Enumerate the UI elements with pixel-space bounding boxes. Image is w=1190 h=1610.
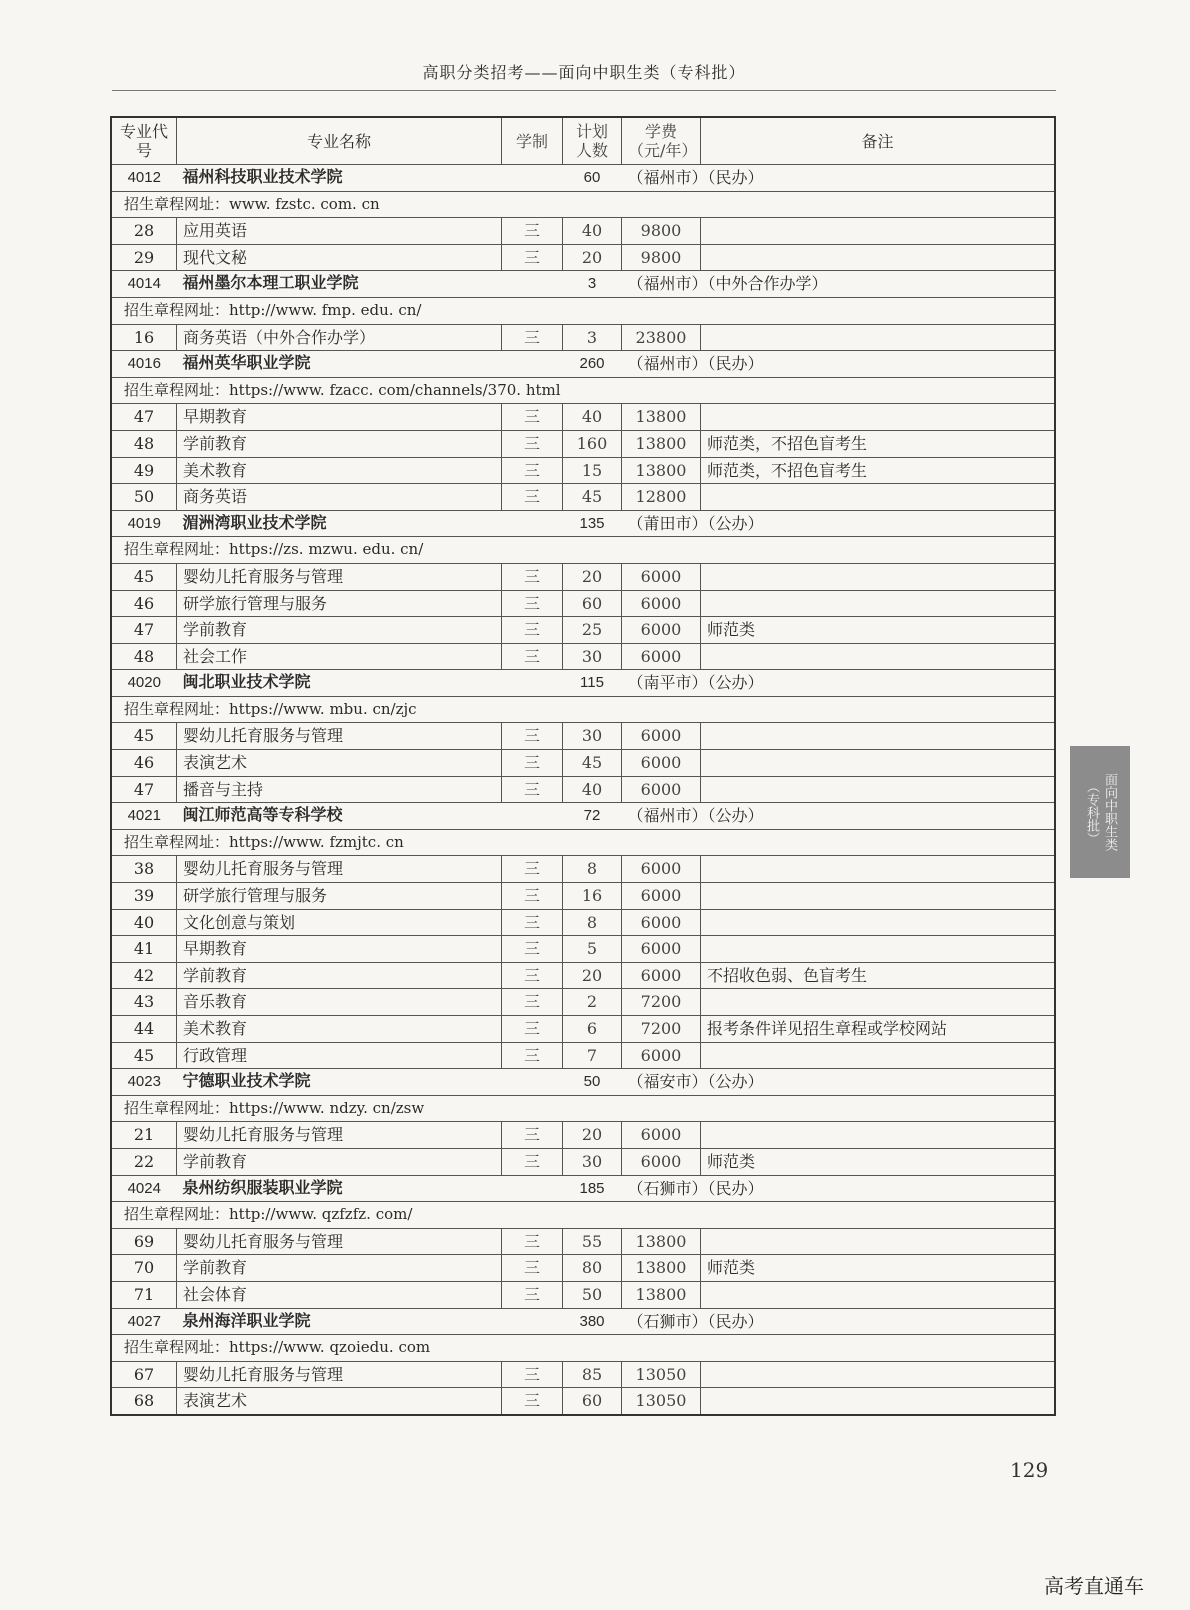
- major-fee: 6000: [622, 856, 701, 883]
- school-url: 招生章程网址：https://www. mbu. cn/zjc: [111, 696, 1055, 723]
- school-row: [111, 271, 1055, 298]
- major-name: 表演艺术: [177, 1388, 502, 1415]
- major-plan: 2: [563, 989, 622, 1016]
- watermark-text: 高考直通车: [1044, 1574, 1144, 1598]
- major-name: 文化创意与策划: [177, 909, 502, 936]
- major-system: 三: [502, 1281, 563, 1308]
- major-system: 三: [502, 430, 563, 457]
- major-note: [701, 404, 1056, 431]
- major-name: 商务英语（中外合作办学）: [177, 324, 502, 351]
- major-system: 三: [502, 776, 563, 803]
- major-row: [111, 430, 1055, 457]
- major-name: 社会体育: [177, 1281, 502, 1308]
- school-plan: 115: [563, 670, 622, 697]
- table-body: [111, 165, 1055, 1415]
- major-note: 师范类: [701, 1148, 1056, 1175]
- major-name: 现代文秘: [177, 244, 502, 271]
- major-system: 三: [502, 1388, 563, 1415]
- major-system: 三: [502, 457, 563, 484]
- major-system: 三: [502, 244, 563, 271]
- major-plan: 20: [563, 563, 622, 590]
- school-name: 泉州纺织服装职业学院: [177, 1175, 563, 1202]
- major-code: 21: [111, 1122, 177, 1149]
- major-system: 三: [502, 1122, 563, 1149]
- major-plan: 60: [563, 590, 622, 617]
- major-plan: 30: [563, 723, 622, 750]
- major-plan: 5: [563, 936, 622, 963]
- major-name: 学前教育: [177, 617, 502, 644]
- major-system: 三: [502, 404, 563, 431]
- major-code: 67: [111, 1361, 177, 1388]
- major-name: 行政管理: [177, 1042, 502, 1069]
- school-name: 福州墨尔本理工职业学院: [177, 271, 563, 298]
- major-name: 婴幼儿托育服务与管理: [177, 563, 502, 590]
- major-fee: 7200: [622, 1016, 701, 1043]
- school-row: [111, 670, 1055, 697]
- major-plan: 40: [563, 218, 622, 245]
- school-url-row: [111, 377, 1055, 404]
- major-note: [701, 1042, 1056, 1069]
- major-fee: 7200: [622, 989, 701, 1016]
- major-code: 48: [111, 643, 177, 670]
- major-system: 三: [502, 1148, 563, 1175]
- major-fee: 6000: [622, 643, 701, 670]
- school-plan: 185: [563, 1175, 622, 1202]
- school-name: 闽北职业技术学院: [177, 670, 563, 697]
- school-url-row: [111, 537, 1055, 564]
- school-row: [111, 1069, 1055, 1096]
- school-url: 招生章程网址：https://zs. mzwu. edu. cn/: [111, 537, 1055, 564]
- school-row: [111, 351, 1055, 378]
- major-row: [111, 1122, 1055, 1149]
- major-row: [111, 723, 1055, 750]
- header-note: 备注: [701, 117, 1056, 165]
- major-system: 三: [502, 989, 563, 1016]
- school-url-row: [111, 829, 1055, 856]
- major-note: [701, 1361, 1056, 1388]
- school-plan: 380: [563, 1308, 622, 1335]
- major-code: 40: [111, 909, 177, 936]
- major-note: [701, 936, 1056, 963]
- major-code: 48: [111, 430, 177, 457]
- major-row: [111, 1042, 1055, 1069]
- major-row: [111, 1281, 1055, 1308]
- major-name: 学前教育: [177, 1148, 502, 1175]
- school-info: （石狮市）（民办）: [622, 1308, 1056, 1335]
- school-info: （福州市）（中外合作办学）: [622, 271, 1056, 298]
- major-code: 49: [111, 457, 177, 484]
- school-url-row: [111, 191, 1055, 218]
- admission-table: [110, 116, 1056, 1416]
- major-plan: 40: [563, 404, 622, 431]
- school-plan: 60: [563, 165, 622, 192]
- major-name: 婴幼儿托育服务与管理: [177, 1228, 502, 1255]
- major-code: 45: [111, 563, 177, 590]
- major-name: 婴幼儿托育服务与管理: [177, 723, 502, 750]
- major-plan: 55: [563, 1228, 622, 1255]
- major-code: 50: [111, 484, 177, 511]
- major-name: 早期教育: [177, 936, 502, 963]
- major-plan: 50: [563, 1281, 622, 1308]
- school-code: 4012: [111, 165, 177, 192]
- school-url-row: [111, 297, 1055, 324]
- major-fee: 6000: [622, 883, 701, 910]
- major-fee: 9800: [622, 218, 701, 245]
- school-url-row: [111, 1202, 1055, 1229]
- major-code: 29: [111, 244, 177, 271]
- major-row: [111, 1228, 1055, 1255]
- major-system: 三: [502, 962, 563, 989]
- major-name: 播音与主持: [177, 776, 502, 803]
- school-name: 闽江师范高等专科学校: [177, 803, 563, 830]
- school-url-row: [111, 1095, 1055, 1122]
- header-plan: 计划人数: [563, 117, 622, 165]
- school-row: [111, 1175, 1055, 1202]
- major-code: 69: [111, 1228, 177, 1255]
- side-tab-line2: （专科批）: [1084, 779, 1099, 845]
- header-name: 专业名称: [177, 117, 502, 165]
- major-code: 43: [111, 989, 177, 1016]
- major-plan: 45: [563, 750, 622, 777]
- major-name: 学前教育: [177, 962, 502, 989]
- major-plan: 25: [563, 617, 622, 644]
- major-fee: 6000: [622, 909, 701, 936]
- major-plan: 6: [563, 1016, 622, 1043]
- school-info: （福安市）（公办）: [622, 1069, 1056, 1096]
- school-plan: 72: [563, 803, 622, 830]
- school-code: 4019: [111, 510, 177, 537]
- major-system: 三: [502, 643, 563, 670]
- school-code: 4023: [111, 1069, 177, 1096]
- school-code: 4021: [111, 803, 177, 830]
- major-row: [111, 244, 1055, 271]
- major-fee: 6000: [622, 776, 701, 803]
- major-code: 39: [111, 883, 177, 910]
- school-code: 4024: [111, 1175, 177, 1202]
- major-name: 美术教育: [177, 1016, 502, 1043]
- major-note: [701, 324, 1056, 351]
- major-row: [111, 776, 1055, 803]
- major-plan: 8: [563, 856, 622, 883]
- major-system: 三: [502, 1255, 563, 1282]
- major-note: [701, 989, 1056, 1016]
- school-info: （福州市）（公办）: [622, 803, 1056, 830]
- major-note: [701, 750, 1056, 777]
- major-system: 三: [502, 324, 563, 351]
- school-url: 招生章程网址：http://www. qzfzfz. com/: [111, 1202, 1055, 1229]
- major-system: 三: [502, 856, 563, 883]
- major-note: [701, 1122, 1056, 1149]
- major-row: [111, 404, 1055, 431]
- major-code: 41: [111, 936, 177, 963]
- page-number: 129: [1010, 1458, 1049, 1482]
- table-header-row: [111, 117, 1055, 165]
- major-code: 38: [111, 856, 177, 883]
- major-fee: 13050: [622, 1361, 701, 1388]
- school-name: 宁德职业技术学院: [177, 1069, 563, 1096]
- major-row: [111, 218, 1055, 245]
- school-info: （福州市）（民办）: [622, 165, 1056, 192]
- major-plan: 8: [563, 909, 622, 936]
- major-row: [111, 643, 1055, 670]
- major-row: [111, 909, 1055, 936]
- major-fee: 6000: [622, 1122, 701, 1149]
- school-url: 招生章程网址：http://www. fmp. edu. cn/: [111, 297, 1055, 324]
- school-plan: 3: [563, 271, 622, 298]
- major-code: 45: [111, 723, 177, 750]
- major-system: 三: [502, 909, 563, 936]
- school-url: 招生章程网址：https://www. fzmjtc. cn: [111, 829, 1055, 856]
- school-name: 福州英华职业学院: [177, 351, 563, 378]
- major-note: 师范类: [701, 617, 1056, 644]
- major-code: 42: [111, 962, 177, 989]
- school-plan: 135: [563, 510, 622, 537]
- major-name: 研学旅行管理与服务: [177, 590, 502, 617]
- school-name: 湄洲湾职业技术学院: [177, 510, 563, 537]
- major-row: [111, 1255, 1055, 1282]
- major-plan: 160: [563, 430, 622, 457]
- major-note: [701, 856, 1056, 883]
- school-plan: 50: [563, 1069, 622, 1096]
- major-fee: 6000: [622, 962, 701, 989]
- major-fee: 6000: [622, 936, 701, 963]
- major-code: 28: [111, 218, 177, 245]
- major-system: 三: [502, 590, 563, 617]
- major-plan: 20: [563, 1122, 622, 1149]
- major-name: 美术教育: [177, 457, 502, 484]
- major-fee: 6000: [622, 617, 701, 644]
- major-plan: 3: [563, 324, 622, 351]
- major-fee: 13800: [622, 457, 701, 484]
- major-note: 师范类: [701, 1255, 1056, 1282]
- major-note: 师范类，不招色盲考生: [701, 457, 1056, 484]
- major-fee: 6000: [622, 1148, 701, 1175]
- page-header: 高职分类招考——面向中职生类（专科批）: [112, 60, 1056, 91]
- school-url: 招生章程网址：www. fzstc. com. cn: [111, 191, 1055, 218]
- school-code: 4020: [111, 670, 177, 697]
- school-row: [111, 510, 1055, 537]
- major-name: 商务英语: [177, 484, 502, 511]
- major-system: 三: [502, 883, 563, 910]
- major-row: [111, 1388, 1055, 1415]
- major-plan: 85: [563, 1361, 622, 1388]
- major-row: [111, 484, 1055, 511]
- major-row: [111, 856, 1055, 883]
- major-fee: 13800: [622, 430, 701, 457]
- major-system: 三: [502, 563, 563, 590]
- major-note: [701, 1228, 1056, 1255]
- major-plan: 20: [563, 962, 622, 989]
- major-note: [701, 1281, 1056, 1308]
- major-system: 三: [502, 723, 563, 750]
- major-row: [111, 883, 1055, 910]
- major-name: 音乐教育: [177, 989, 502, 1016]
- school-plan: 260: [563, 351, 622, 378]
- major-row: [111, 617, 1055, 644]
- major-fee: 13800: [622, 1281, 701, 1308]
- major-system: 三: [502, 218, 563, 245]
- school-name: 泉州海洋职业学院: [177, 1308, 563, 1335]
- major-note: [701, 883, 1056, 910]
- school-row: [111, 1308, 1055, 1335]
- major-note: [701, 218, 1056, 245]
- school-url: 招生章程网址：https://www. ndzy. cn/zsw: [111, 1095, 1055, 1122]
- major-code: 47: [111, 404, 177, 431]
- header-fee: 学费（元/年）: [622, 117, 701, 165]
- major-system: 三: [502, 1228, 563, 1255]
- major-note: [701, 590, 1056, 617]
- school-url: 招生章程网址：https://www. qzoiedu. com: [111, 1335, 1055, 1362]
- major-row: [111, 1016, 1055, 1043]
- school-code: 4027: [111, 1308, 177, 1335]
- major-fee: 6000: [622, 590, 701, 617]
- major-plan: 30: [563, 1148, 622, 1175]
- major-fee: 6000: [622, 723, 701, 750]
- school-name: 福州科技职业技术学院: [177, 165, 563, 192]
- major-fee: 13800: [622, 1228, 701, 1255]
- major-row: [111, 324, 1055, 351]
- major-code: 47: [111, 617, 177, 644]
- major-code: 46: [111, 590, 177, 617]
- major-plan: 7: [563, 1042, 622, 1069]
- school-code: 4014: [111, 271, 177, 298]
- school-info: （南平市）（公办）: [622, 670, 1056, 697]
- major-code: 47: [111, 776, 177, 803]
- major-name: 应用英语: [177, 218, 502, 245]
- major-row: [111, 457, 1055, 484]
- major-row: [111, 962, 1055, 989]
- header-system: 学制: [502, 117, 563, 165]
- major-row: [111, 1148, 1055, 1175]
- major-row: [111, 1361, 1055, 1388]
- major-name: 婴幼儿托育服务与管理: [177, 1122, 502, 1149]
- major-fee: 6000: [622, 1042, 701, 1069]
- major-name: 学前教育: [177, 1255, 502, 1282]
- major-fee: 6000: [622, 750, 701, 777]
- side-section-tab: [1070, 746, 1130, 878]
- major-system: 三: [502, 1361, 563, 1388]
- major-system: 三: [502, 484, 563, 511]
- major-code: 71: [111, 1281, 177, 1308]
- major-fee: 6000: [622, 563, 701, 590]
- major-system: 三: [502, 1016, 563, 1043]
- major-plan: 15: [563, 457, 622, 484]
- school-url: 招生章程网址：https://www. fzacc. com/channels/370. html: [111, 377, 1055, 404]
- major-note: 报考条件详见招生章程或学校网站: [701, 1016, 1056, 1043]
- major-system: 三: [502, 617, 563, 644]
- major-name: 研学旅行管理与服务: [177, 883, 502, 910]
- major-code: 16: [111, 324, 177, 351]
- major-name: 社会工作: [177, 643, 502, 670]
- major-note: [701, 1388, 1056, 1415]
- major-note: 不招收色弱、色盲考生: [701, 962, 1056, 989]
- school-info: （福州市）（民办）: [622, 351, 1056, 378]
- major-fee: 13050: [622, 1388, 701, 1415]
- major-name: 婴幼儿托育服务与管理: [177, 1361, 502, 1388]
- side-tab-line1: 面向中职生类: [1102, 773, 1117, 851]
- major-name: 表演艺术: [177, 750, 502, 777]
- admission-table-container: [110, 116, 1056, 1416]
- major-plan: 80: [563, 1255, 622, 1282]
- major-note: [701, 643, 1056, 670]
- major-note: [701, 563, 1056, 590]
- major-note: [701, 244, 1056, 271]
- major-name: 婴幼儿托育服务与管理: [177, 856, 502, 883]
- major-plan: 45: [563, 484, 622, 511]
- major-plan: 30: [563, 643, 622, 670]
- major-system: 三: [502, 750, 563, 777]
- major-code: 70: [111, 1255, 177, 1282]
- school-code: 4016: [111, 351, 177, 378]
- major-row: [111, 989, 1055, 1016]
- major-code: 46: [111, 750, 177, 777]
- header-code: 专业代号: [111, 117, 177, 165]
- major-plan: 20: [563, 244, 622, 271]
- major-fee: 13800: [622, 404, 701, 431]
- major-name: 学前教育: [177, 430, 502, 457]
- school-info: （莆田市）（公办）: [622, 510, 1056, 537]
- major-fee: 9800: [622, 244, 701, 271]
- major-system: 三: [502, 1042, 563, 1069]
- major-note: [701, 484, 1056, 511]
- major-row: [111, 750, 1055, 777]
- major-row: [111, 563, 1055, 590]
- school-row: [111, 165, 1055, 192]
- school-url-row: [111, 1335, 1055, 1362]
- major-code: 68: [111, 1388, 177, 1415]
- major-note: [701, 723, 1056, 750]
- major-note: 师范类，不招色盲考生: [701, 430, 1056, 457]
- school-url-row: [111, 696, 1055, 723]
- major-plan: 40: [563, 776, 622, 803]
- major-code: 44: [111, 1016, 177, 1043]
- major-row: [111, 936, 1055, 963]
- major-fee: 13800: [622, 1255, 701, 1282]
- major-code: 45: [111, 1042, 177, 1069]
- major-note: [701, 776, 1056, 803]
- school-row: [111, 803, 1055, 830]
- major-code: 22: [111, 1148, 177, 1175]
- major-name: 早期教育: [177, 404, 502, 431]
- major-note: [701, 909, 1056, 936]
- major-plan: 60: [563, 1388, 622, 1415]
- major-fee: 23800: [622, 324, 701, 351]
- major-system: 三: [502, 936, 563, 963]
- major-plan: 16: [563, 883, 622, 910]
- major-fee: 12800: [622, 484, 701, 511]
- school-info: （石狮市）（民办）: [622, 1175, 1056, 1202]
- major-row: [111, 590, 1055, 617]
